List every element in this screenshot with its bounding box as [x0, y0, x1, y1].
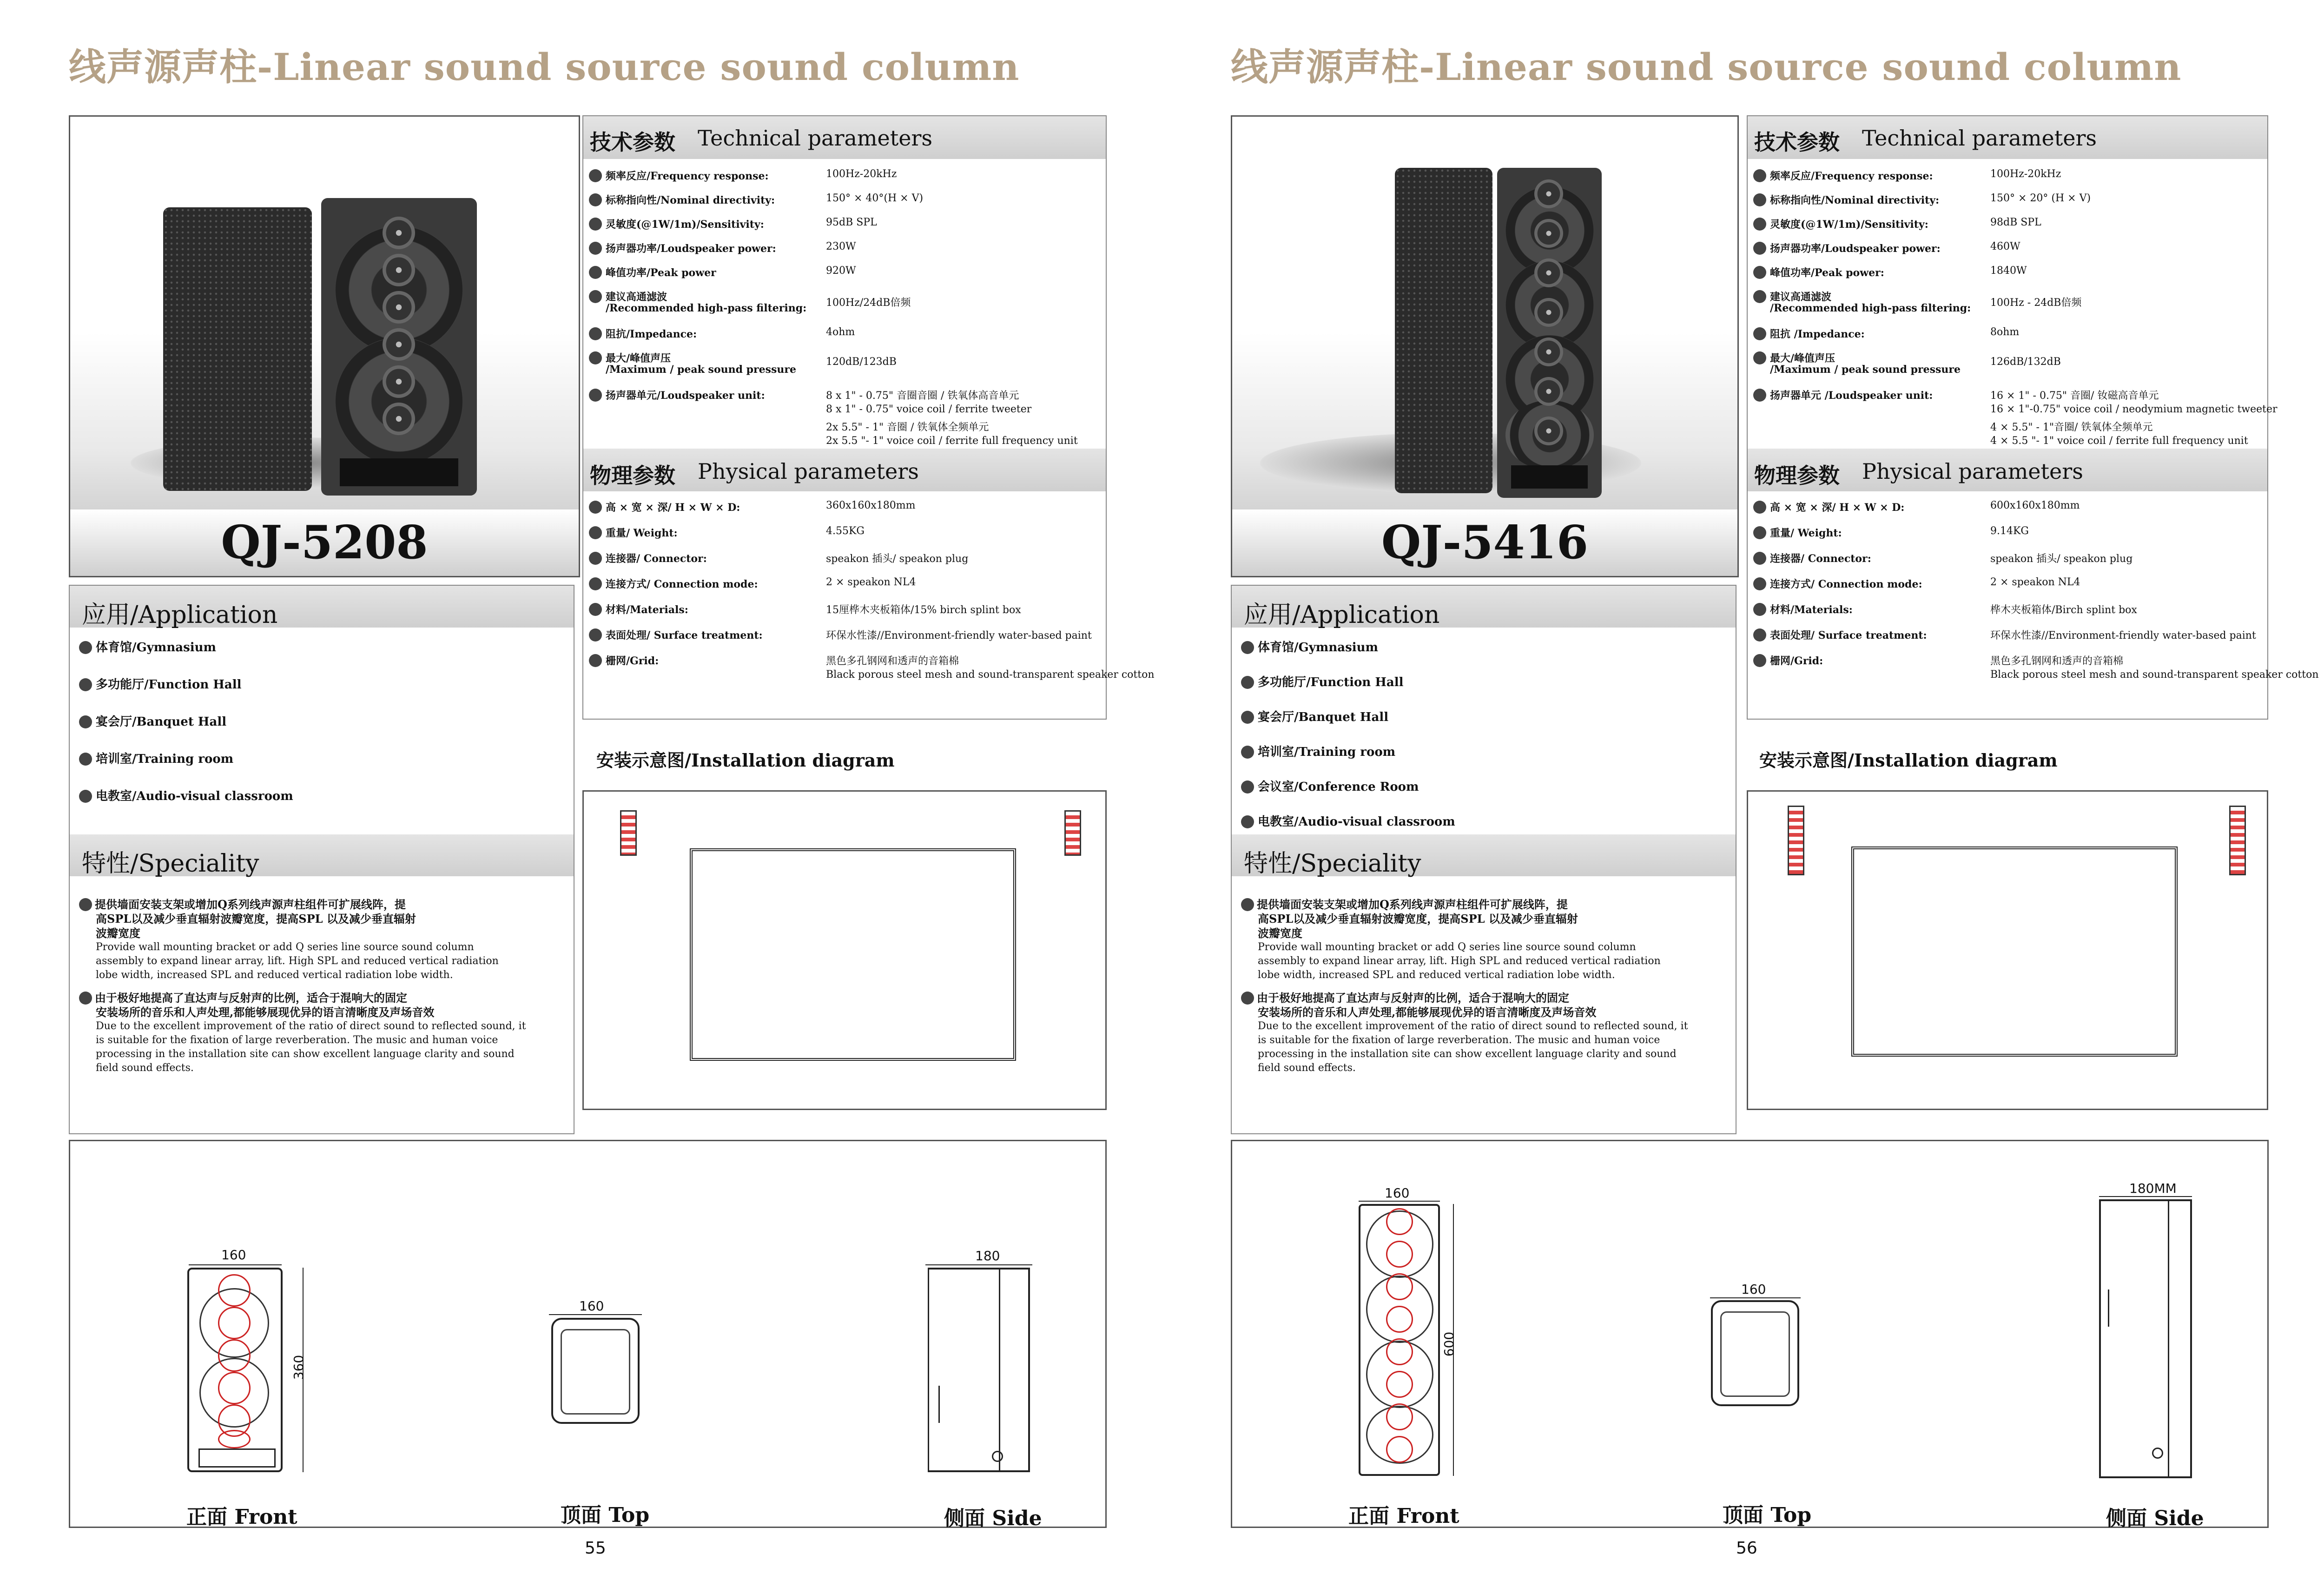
- phys-label: [1753, 628, 1927, 642]
- tech-label-text: 建议高通滤波: [606, 291, 667, 303]
- bullet-icon: [1753, 501, 1766, 514]
- installation-diagram: [1747, 790, 2268, 1110]
- speciality-en-line: is suitable for the fixation of large reverberation. The music and human voice: [96, 1034, 498, 1046]
- phys-value: speakon 插头/ speakon plug: [826, 553, 969, 565]
- application-item: [79, 638, 216, 655]
- speaker-grille: [1395, 168, 1492, 493]
- bullet-icon: [589, 193, 602, 206]
- application-item: [1241, 777, 1419, 794]
- technical-parameters-header: 技术参数 Technical parameters: [583, 116, 1106, 159]
- tech-label-text: 峰值功率/Peak power:: [1770, 267, 1884, 279]
- tech-value: 150° × 20° (H × V): [1990, 192, 2091, 204]
- top-drawing: [1711, 1300, 1799, 1406]
- phys-value: 2 × speakon NL4: [1990, 576, 2080, 588]
- speciality-en-line: Provide wall mounting bracket or add Q series line source sound column: [1258, 941, 1636, 953]
- front-caption: 正面 Front: [1348, 1504, 1459, 1528]
- bullet-icon: [589, 628, 602, 641]
- bullet-icon: [1241, 898, 1254, 911]
- tech-value: 16 × 1" - 0.75" 音圈/ 钕磁高音单元: [1990, 390, 2159, 402]
- bullet-icon: [1753, 654, 1766, 667]
- bullet-icon: [1753, 552, 1766, 565]
- phys-value: 600x160x180mm: [1990, 500, 2080, 511]
- physical-parameters-header: 物理参数 Physical parameters: [583, 449, 1106, 491]
- speciality-item: [79, 897, 562, 982]
- tech-label: [1753, 326, 1865, 341]
- tech-label-text: 灵敏度(@1W/1m)/Sensitivity:: [1770, 218, 1928, 231]
- tech-value: 100Hz/24dB倍频: [826, 297, 911, 309]
- speciality-cn-line: [1241, 991, 1724, 1005]
- front-drawing: [1359, 1204, 1440, 1476]
- tech-label-en: /Recommended high-pass filtering:: [1770, 302, 1971, 314]
- application-label: 培训室/Training room: [96, 752, 234, 766]
- bullet-icon: [1753, 351, 1766, 364]
- bullet-icon: [1753, 193, 1766, 206]
- product-photo-box: [1231, 115, 1739, 577]
- right-speaker-mark: [1064, 810, 1081, 856]
- phys-value: 桦木夹板箱体/Birch splint box: [1990, 604, 2137, 616]
- tech-value: 460W: [1990, 241, 2020, 252]
- bullet-icon: [1241, 711, 1254, 724]
- speciality-cn-text: 提供墙面安装支架或增加Q系列线声源声柱组件可扩展线阵，提: [95, 898, 406, 911]
- front-height-label: 360: [291, 1355, 307, 1380]
- phys-label-text: 重量/ Weight:: [1770, 527, 1842, 539]
- speciality-cn-line: [79, 912, 562, 926]
- tech-label: [589, 289, 667, 304]
- tech-label: [589, 192, 775, 207]
- application-label: 体育馆/Gymnasium: [96, 641, 216, 655]
- speciality-cn-text: 由于极好地提高了直达声与反射声的比例，适合于混响大的固定: [1257, 991, 1569, 1005]
- tech-value: 98dB SPL: [1990, 217, 2041, 228]
- phys-label: [1753, 551, 1871, 565]
- phys-value: 15厘桦木夹板箱体/15% birch splint box: [826, 604, 1021, 616]
- side-caption: 侧面 Side: [2106, 1507, 2204, 1530]
- phys-value: 环保水性漆//Environment-friendly water-based paint: [1990, 630, 2256, 641]
- phys-value: Black porous steel mesh and sound-transparent speaker cotton: [826, 669, 1155, 681]
- bullet-icon: [79, 790, 92, 803]
- bullet-icon: [1753, 603, 1766, 616]
- bullet-icon: [1241, 815, 1254, 828]
- speciality-cn-line: [79, 991, 562, 1005]
- left-speaker-mark: [620, 810, 637, 856]
- phys-value: Black porous steel mesh and sound-transparent speaker cotton: [1990, 669, 2319, 681]
- application-label: 电教室/Audio-visual classroom: [1258, 815, 1455, 829]
- phys-label: [1753, 576, 1922, 591]
- speciality-cn-text: 高SPL以及减少垂直辐射波瓣宽度，提高SPL 以及减少垂直辐射: [1258, 912, 1578, 926]
- side-drawing: [2099, 1199, 2192, 1478]
- side-width-label: 180MM: [2129, 1181, 2177, 1196]
- tech-label: [589, 241, 776, 255]
- application-item: [1241, 742, 1395, 760]
- bullet-icon: [589, 501, 602, 514]
- technical-parameters-box: [582, 115, 1155, 720]
- speciality-header: 特性/Speciality: [1232, 834, 1736, 876]
- bullet-icon: [1753, 628, 1766, 641]
- tech-label-en: /Recommended high-pass filtering:: [606, 302, 807, 314]
- speciality-cn-text: 高SPL以及减少垂直辐射波瓣宽度，提高SPL 以及减少垂直辐射: [96, 912, 416, 926]
- speciality-cn-line: [1241, 897, 1724, 912]
- speciality-en-line: assembly to expand linear array, lift. High SPL and reduced vertical radiation: [96, 955, 499, 967]
- phys-value: 9.14KG: [1990, 525, 2029, 537]
- tech-value: 100Hz - 24dB倍频: [1990, 297, 2082, 309]
- speciality-header: 特性/Speciality: [70, 834, 574, 876]
- side-width-label: 180: [975, 1248, 1000, 1263]
- tech-value: 8ohm: [1990, 326, 2020, 338]
- tech-label-text: 峰值功率/Peak power: [606, 267, 716, 279]
- bullet-icon: [589, 242, 602, 255]
- bullet-icon: [589, 327, 602, 340]
- bullet-icon: [589, 290, 602, 303]
- tech-label: [589, 326, 697, 341]
- application-header: 应用/Application: [1232, 586, 1736, 628]
- phys-label: [589, 500, 740, 514]
- tech-label: [1753, 289, 1831, 304]
- speaker-front: [321, 198, 477, 496]
- speciality-cn-line: [79, 926, 562, 940]
- speciality-cn-text: 安装场所的音乐和人声处理,都能够展现优异的语言清晰度及声场音效: [1258, 1005, 1597, 1019]
- tech-label-text: 扬声器功率/Loudspeaker power:: [606, 243, 776, 255]
- tech-label-text: 频率反应/Frequency response:: [1770, 170, 1933, 182]
- phys-label: [589, 602, 688, 616]
- phys-value: 4.55KG: [826, 525, 865, 537]
- bullet-icon: [79, 641, 92, 654]
- speciality-cn-text: 波瓣宽度: [1258, 926, 1302, 940]
- tech-label-text: 扬声器功率/Loudspeaker power:: [1770, 243, 1941, 255]
- tech-value: 2x 5.5" - 1" 音圈 / 铁氧体全频单元: [826, 422, 989, 433]
- speciality-en-line: is suitable for the fixation of large reverberation. The music and human voice: [1258, 1034, 1660, 1046]
- tech-label-text: 建议高通滤波: [1770, 291, 1832, 303]
- bullet-icon: [1241, 676, 1254, 689]
- side-drawing: [928, 1268, 1030, 1472]
- tech-label-text: 阻抗/Impedance:: [606, 328, 697, 340]
- tech-label-text: 最大/峰值声压: [1770, 352, 1835, 364]
- phys-label: [589, 551, 707, 565]
- model-name: QJ-5416: [1232, 509, 1737, 576]
- model-name: QJ-5208: [70, 509, 579, 576]
- application-item: [1241, 638, 1378, 655]
- bullet-icon: [79, 992, 92, 1005]
- side-width-line: [925, 1264, 1032, 1265]
- bullet-icon: [1241, 992, 1254, 1005]
- front-width-line: [189, 1264, 282, 1265]
- tech-label-text: 扬声器单元/Loudspeaker unit:: [606, 390, 765, 402]
- top-width-line: [549, 1314, 642, 1315]
- tech-value: 100Hz-20kHz: [826, 168, 897, 180]
- bullet-icon: [589, 526, 602, 539]
- tech-value: 4 × 5.5" - 1"音圈/ 铁氧体全频单元: [1990, 422, 2153, 433]
- front-drawing: [187, 1268, 283, 1472]
- page-title: 线声源声柱-Linear sound source sound column: [69, 45, 1020, 89]
- front-width-label: 160: [221, 1247, 246, 1263]
- phys-label: [589, 576, 758, 591]
- speciality-cn-line: [79, 897, 562, 912]
- phys-label-text: 表面处理/ Surface treatment:: [1770, 629, 1927, 641]
- tech-label-text: 最大/峰值声压: [606, 352, 671, 364]
- phys-label-text: 高 × 宽 × 深/ H × W × D:: [1770, 502, 1905, 514]
- tech-value: 150° × 40°(H × V): [826, 192, 924, 204]
- front-caption: 正面 Front: [186, 1505, 297, 1529]
- technical-parameters-box: [1747, 115, 2319, 720]
- physical-parameters-header: 物理参数 Physical parameters: [1748, 449, 2267, 491]
- tech-label-en: /Maximum / peak sound pressure: [1770, 364, 1961, 376]
- tech-value: 4 × 5.5 "- 1" voice coil / ferrite full frequency unit: [1990, 435, 2248, 447]
- bullet-icon: [1753, 290, 1766, 303]
- front-width-label: 160: [1385, 1185, 1410, 1201]
- right-speaker-mark: [2229, 806, 2246, 875]
- front-width-line: [1359, 1201, 1440, 1202]
- phys-value: 黑色多孔钢网和透声的音箱棉: [1990, 655, 2124, 667]
- application-item: [1241, 812, 1455, 829]
- phys-value: 黑色多孔钢网和透声的音箱棉: [826, 655, 959, 667]
- speciality-en-line: field sound effects.: [1258, 1062, 1356, 1074]
- phys-label-text: 材料/Materials:: [606, 604, 688, 616]
- phys-value: speakon 插头/ speakon plug: [1990, 553, 2133, 565]
- phys-value: 环保水性漆//Environment-friendly water-based paint: [826, 630, 1092, 641]
- bullet-icon: [1241, 641, 1254, 654]
- tech-value: 1840W: [1990, 265, 2027, 277]
- tech-value: 8 x 1" - 0.75" 音圈音圈 / 铁氧体高音单元: [826, 390, 1019, 402]
- phys-value: 2 × speakon NL4: [826, 576, 916, 588]
- top-width-label: 160: [579, 1298, 604, 1314]
- side-caption: 侧面 Side: [944, 1507, 1042, 1530]
- application-label: 宴会厅/Banquet Hall: [96, 715, 227, 729]
- tech-label: [589, 388, 765, 402]
- tech-label: [1753, 388, 1933, 402]
- tech-label: [1753, 217, 1928, 231]
- application-item: [79, 749, 233, 767]
- tech-value: 8 x 1" - 0.75" voice coil / ferrite tweeter: [826, 403, 1032, 415]
- bullet-icon: [1241, 746, 1254, 759]
- application-speciality-box: [69, 585, 574, 1134]
- tech-label-text: 阻抗 /Impedance:: [1770, 328, 1865, 340]
- tech-label: [589, 265, 716, 279]
- tech-value: 2x 5.5 "- 1" voice coil / ferrite full frequency unit: [826, 435, 1078, 447]
- front-height-label: 600: [1441, 1331, 1457, 1357]
- phys-value: 360x160x180mm: [826, 500, 916, 511]
- tech-label: [589, 217, 764, 231]
- bullet-icon: [589, 603, 602, 616]
- installation-diagram-label: 安装示意图/Installation diagram: [1759, 750, 2058, 771]
- speciality-en-line: processing in the installation site can show excellent language clarity and sound: [96, 1048, 515, 1060]
- bullet-icon: [1753, 242, 1766, 255]
- dimension-drawings: [69, 1140, 1107, 1528]
- tech-label: [1753, 265, 1884, 279]
- application-header: 应用/Application: [70, 586, 574, 628]
- tech-value: 95dB SPL: [826, 217, 877, 228]
- bullet-icon: [1753, 169, 1766, 182]
- installation-diagram-label: 安装示意图/Installation diagram: [596, 750, 895, 771]
- bullet-icon: [1753, 327, 1766, 340]
- top-width-line: [1710, 1297, 1801, 1298]
- product-photo-box: [69, 115, 580, 577]
- phys-label-text: 连接方式/ Connection mode:: [606, 578, 758, 590]
- tech-label-text: 频率反应/Frequency response:: [606, 170, 769, 182]
- bullet-icon: [589, 218, 602, 231]
- bullet-icon: [589, 654, 602, 667]
- page-number: 56: [1736, 1539, 1757, 1558]
- application-item: [1241, 708, 1388, 725]
- phys-label-text: 表面处理/ Surface treatment:: [606, 629, 763, 641]
- tech-label: [1753, 241, 1941, 255]
- application-label: 电教室/Audio-visual classroom: [96, 789, 293, 803]
- phys-label: [1753, 525, 1842, 540]
- tech-value: 16 × 1"-0.75" voice coil / neodymium magnetic tweeter: [1990, 403, 2278, 415]
- speciality-en-line: processing in the installation site can show excellent language clarity and sound: [1258, 1048, 1677, 1060]
- tech-value: 230W: [826, 241, 856, 252]
- bullet-icon: [589, 351, 602, 364]
- phys-label: [1753, 653, 1823, 668]
- phys-label-text: 连接器/ Connector:: [606, 553, 707, 565]
- speciality-cn-text: 提供墙面安装支架或增加Q系列线声源声柱组件可扩展线阵，提: [1257, 898, 1568, 911]
- screen-outline: [1851, 846, 2178, 1057]
- speciality-item: [1241, 991, 1724, 1075]
- application-label: 宴会厅/Banquet Hall: [1258, 710, 1389, 724]
- speciality-en-line: lobe width, increased SPL and reduced vertical radiation lobe width.: [1258, 969, 1615, 981]
- phys-label-text: 高 × 宽 × 深/ H × W × D:: [606, 502, 740, 514]
- speciality-en-line: Due to the excellent improvement of the ratio of direct sound to reflected sound, it: [96, 1020, 526, 1032]
- top-width-label: 160: [1741, 1282, 1766, 1297]
- tech-label: [1753, 350, 1835, 365]
- phys-label: [589, 653, 659, 668]
- side-width-line: [2099, 1196, 2192, 1197]
- screen-outline: [690, 848, 1016, 1061]
- product-photo: [70, 117, 579, 509]
- application-label: 多功能厅/Function Hall: [1258, 675, 1404, 689]
- speaker-grille: [163, 207, 312, 491]
- bullet-icon: [1241, 780, 1254, 794]
- tech-label-text: 灵敏度(@1W/1m)/Sensitivity:: [606, 218, 764, 231]
- left-speaker-mark: [1788, 806, 1804, 875]
- top-caption: 顶面 Top: [1723, 1503, 1812, 1527]
- speciality-en-line: field sound effects.: [96, 1062, 194, 1074]
- bullet-icon: [589, 552, 602, 565]
- phys-label: [589, 628, 763, 642]
- tech-value: 4ohm: [826, 326, 855, 338]
- speciality-cn-line: [79, 1005, 562, 1019]
- application-item: [79, 712, 226, 729]
- phys-label-text: 材料/Materials:: [1770, 604, 1853, 616]
- bullet-icon: [79, 898, 92, 911]
- tech-label: [1753, 168, 1933, 183]
- dimension-drawings: [1231, 1140, 2269, 1528]
- page-title: 线声源声柱-Linear sound source sound column: [1231, 45, 2182, 89]
- speciality-en-line: lobe width, increased SPL and reduced vertical radiation lobe width.: [96, 969, 453, 981]
- tech-label: [589, 350, 671, 365]
- phys-label-text: 连接器/ Connector:: [1770, 553, 1871, 565]
- tech-label: [589, 168, 769, 183]
- phys-label-text: 栅网/Grid:: [606, 655, 659, 667]
- application-label: 体育馆/Gymnasium: [1258, 641, 1378, 655]
- bullet-icon: [1753, 389, 1766, 402]
- speciality-cn-text: 波瓣宽度: [96, 926, 140, 940]
- product-photo: [1232, 117, 1737, 509]
- tech-label-text: 标称指向性/Nominal directivity:: [606, 194, 775, 206]
- speciality-cn-text: 安装场所的音乐和人声处理,都能够展现优异的语言清晰度及声场音效: [96, 1005, 435, 1019]
- tech-value: 100Hz-20kHz: [1990, 168, 2061, 180]
- application-item: [79, 675, 242, 692]
- speciality-en-line: Due to the excellent improvement of the ratio of direct sound to reflected sound, it: [1258, 1020, 1688, 1032]
- application-label: 培训室/Training room: [1258, 745, 1396, 759]
- application-label: 多功能厅/Function Hall: [96, 678, 242, 692]
- speciality-item: [1241, 897, 1724, 982]
- phys-label: [1753, 500, 1904, 514]
- top-caption: 顶面 Top: [561, 1503, 650, 1527]
- speciality-cn-text: 由于极好地提高了直达声与反射声的比例，适合于混响大的固定: [95, 991, 407, 1005]
- tech-label-text: 标称指向性/Nominal directivity:: [1770, 194, 1940, 206]
- application-label: 会议室/Conference Room: [1258, 780, 1419, 794]
- bullet-icon: [589, 389, 602, 402]
- bullet-icon: [589, 266, 602, 279]
- top-drawing: [551, 1318, 640, 1424]
- tech-value: 126dB/132dB: [1990, 356, 2061, 368]
- speciality-cn-line: [1241, 912, 1724, 926]
- bullet-icon: [589, 169, 602, 182]
- speciality-cn-line: [1241, 1005, 1724, 1019]
- application-speciality-box: [1231, 585, 1736, 1134]
- phys-label: [1753, 602, 1853, 616]
- phys-label: [589, 525, 678, 540]
- page-number: 55: [585, 1539, 606, 1558]
- technical-parameters-header: 技术参数 Technical parameters: [1748, 116, 2267, 159]
- tech-label: [1753, 192, 1939, 207]
- phys-label-text: 重量/ Weight:: [606, 527, 678, 539]
- bullet-icon: [79, 678, 92, 691]
- speciality-en-line: Provide wall mounting bracket or add Q series line source sound column: [96, 941, 474, 953]
- bullet-icon: [79, 753, 92, 766]
- bullet-icon: [1753, 266, 1766, 279]
- phys-label-text: 栅网/Grid:: [1770, 655, 1823, 667]
- speaker-front: [1497, 168, 1602, 498]
- tech-label-text: 扬声器单元 /Loudspeaker unit:: [1770, 390, 1933, 402]
- bullet-icon: [1753, 218, 1766, 231]
- bullet-icon: [79, 715, 92, 728]
- speciality-en-line: assembly to expand linear array, lift. High SPL and reduced vertical radiation: [1258, 955, 1661, 967]
- speciality-item: [79, 991, 562, 1075]
- speciality-cn-line: [1241, 926, 1724, 940]
- bullet-icon: [1753, 577, 1766, 590]
- application-item: [79, 787, 293, 804]
- installation-diagram: [582, 790, 1107, 1110]
- phys-label-text: 连接方式/ Connection mode:: [1770, 578, 1922, 590]
- tech-value: 120dB/123dB: [826, 356, 897, 368]
- bullet-icon: [1753, 526, 1766, 539]
- bullet-icon: [589, 577, 602, 590]
- application-item: [1241, 673, 1404, 690]
- tech-value: 920W: [826, 265, 856, 277]
- tech-label-en: /Maximum / peak sound pressure: [606, 364, 796, 376]
